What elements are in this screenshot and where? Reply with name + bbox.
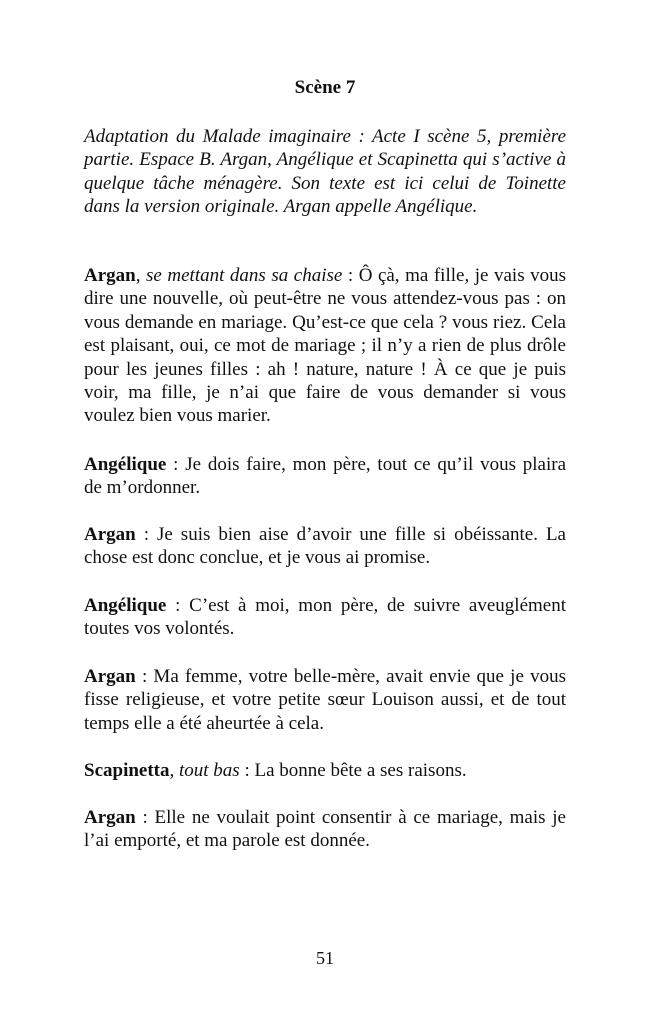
speaker-name: Argan (84, 666, 136, 687)
speaker-separator: : (135, 807, 155, 828)
dialogue-line (84, 759, 566, 782)
dialogue-text: Ô çà, ma fille, je vais vous dire une nouvelle, où peut-être ne vous attendez-vous pas : on vous demande en mariage. Qu’est-ce que cela ? vous riez. Cela est plaisant, oui, ce mot de mariage ; il n’y a rien de plus drôle pour les jeunes filles : ah ! nature, nature ! À ce que je puis voir, ma fille, je n’ai que faire de vous demander si vous voulez bien vous marier. (84, 265, 567, 427)
scene-title: Scène 7 (294, 77, 356, 98)
dialogue-text: C’est à moi, mon père, de suivre aveuglément toutes vos volontés. (84, 595, 566, 640)
dialogue-line (84, 264, 566, 428)
dialogue-text: La bonne bête a ses raisons. (254, 760, 467, 781)
speaker-name: Argan (84, 807, 136, 828)
dialogue-line (84, 665, 566, 735)
book-page (84, 0, 566, 1035)
speaker-name: Angélique (84, 595, 167, 616)
speaker-separator: : (239, 760, 255, 781)
dialogue-line (84, 523, 566, 570)
speaker-name: Scapinetta (84, 760, 170, 781)
stage-direction-separator: , (169, 760, 179, 781)
dialogue-text: Je suis bien aise d’avoir une fille si obéissante. La chose est donc conclue, et je vous ai promise. (84, 524, 566, 569)
speaker-name: Angélique (84, 454, 167, 475)
dialogue-text: Elle ne voulait point consentir à ce mariage, mais je l’ai emporté, et ma parole est donnée. (84, 807, 566, 852)
dialogue-text: Je dois faire, mon père, tout ce qu’il vous plaira de m’ordonner. (84, 454, 567, 499)
dialogue-text: Ma femme, votre belle-mère, avait envie que je vous fisse religieuse, et votre petite sœur Louison aussi, et de tout temps elle a été aheurtée à cela. (84, 666, 566, 734)
stage-direction-separator: , (135, 265, 147, 286)
dialogue-line (84, 806, 566, 853)
speaker-separator: : (166, 595, 190, 616)
speaker-name: Argan (84, 265, 136, 286)
stage-direction: se mettant dans sa chaise (146, 265, 343, 286)
speaker-separator: : (166, 454, 186, 475)
speaker-separator: : (135, 666, 154, 687)
dialogue-line (84, 453, 566, 500)
speaker-name: Argan (84, 524, 136, 545)
stage-direction: tout bas (179, 760, 240, 781)
speaker-separator: : (135, 524, 157, 545)
page-number: 51 (316, 948, 334, 968)
speaker-separator: : (342, 265, 359, 286)
scene-intro-stage-direction: Adaptation du Malade imaginaire : Acte I scène 5, première partie. Espace B. Argan, Angélique et Scapinetta qui s’active à quelque tâche ménagère. Son texte est ici celui de Toinette dans la version originale. Argan appelle Angélique. (84, 126, 566, 218)
dialogue-line (84, 594, 566, 641)
